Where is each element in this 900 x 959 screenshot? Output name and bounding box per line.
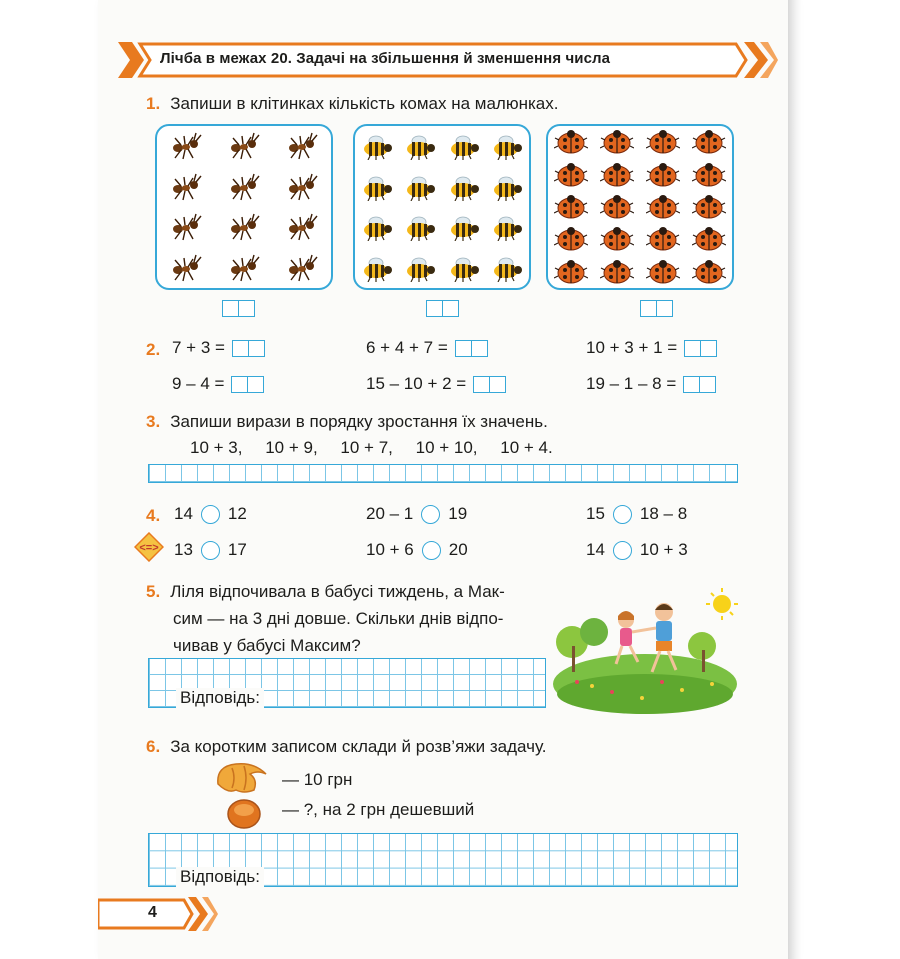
ant-icon — [285, 254, 319, 282]
bee-icon — [360, 213, 394, 241]
compare-circle[interactable] — [421, 505, 440, 524]
task-text: За коротким записом склади й розв’яжи задачу. — [170, 737, 547, 756]
bee-icon — [360, 173, 394, 201]
short-note-line-2: — ?, на 2 грн дешевший — [282, 800, 475, 819]
ladybug-icon — [554, 161, 588, 189]
task-5: 5. Ліля відпочивала в бабусі тиждень, а Мак- сим — на 3 дні довше. Скільки днів відпо- чивав у бабусі Максим? — [146, 582, 505, 655]
comparison-4: 13 17 — [174, 540, 247, 559]
bee-icon — [447, 213, 481, 241]
ladybug-icon — [646, 258, 680, 286]
comparison-1: 14 12 — [174, 504, 247, 523]
expression: 10 + 4. — [500, 438, 553, 457]
ant-icon — [227, 254, 261, 282]
bee-icon — [360, 254, 394, 282]
answer-grid-row[interactable] — [148, 464, 738, 483]
bee-icon — [447, 254, 481, 282]
ladybug-icon — [600, 258, 634, 286]
short-note-line-1: — 10 грн — [282, 770, 353, 789]
bee-icon — [447, 173, 481, 201]
expression-4: 9 – 4 = — [172, 374, 264, 394]
answer-cells-ants[interactable] — [222, 300, 255, 317]
ladybug-icon — [600, 161, 634, 189]
answer-label: Відповідь: — [176, 688, 264, 708]
ladybug-icon — [692, 128, 726, 156]
ant-icon — [169, 132, 203, 160]
page-title: Лічба в межах 20. Задачі на збільшення й зменшення числа — [160, 50, 611, 67]
ant-icon — [227, 132, 261, 160]
svg-text:<=>: <=> — [139, 542, 159, 554]
task-number: 1. — [146, 94, 161, 113]
ladybug-icon — [554, 258, 588, 286]
croissant-icon — [214, 760, 270, 796]
compare-sign-icon — [134, 532, 164, 562]
expressions-list — [190, 438, 571, 458]
expression: 10 + 3, — [190, 438, 243, 457]
expression: 10 + 10, — [415, 438, 478, 457]
expression-3: 10 + 3 + 1 = — [586, 338, 717, 358]
expression-5: 15 – 10 + 2 = — [366, 374, 506, 394]
bee-icon — [490, 173, 524, 201]
ladybug-icon — [554, 225, 588, 253]
task-3: 3. Запиши вирази в порядку зростання їх значень. — [146, 412, 548, 431]
ant-icon — [227, 173, 261, 201]
bee-icon — [490, 254, 524, 282]
ladybug-icon — [600, 128, 634, 156]
ant-icon — [169, 254, 203, 282]
task-text: Запиши вирази в порядку зростання їх значень. — [170, 412, 548, 431]
ladybug-icon — [692, 193, 726, 221]
compare-circle[interactable] — [613, 505, 632, 524]
ladybug-icon — [554, 128, 588, 156]
task-2-number: 2. — [146, 340, 161, 359]
children-running-illustration — [552, 586, 738, 714]
compare-circle[interactable] — [613, 541, 632, 560]
ladybug-icon — [554, 193, 588, 221]
page-number-banner — [98, 897, 218, 931]
ladybug-icon — [692, 225, 726, 253]
bee-icon — [403, 213, 437, 241]
answer-cells[interactable] — [683, 376, 716, 393]
ladybugs-picture — [546, 124, 734, 290]
comparison-5: 10 + 6 20 — [366, 540, 468, 559]
task-6: 6. За коротким записом склади й розв’яжи задачу. — [146, 737, 547, 756]
comparison-6: 14 10 + 3 — [586, 540, 688, 559]
ladybug-icon — [646, 161, 680, 189]
task-4-number: 4. — [146, 506, 161, 525]
ant-icon — [285, 173, 319, 201]
ladybug-icon — [646, 193, 680, 221]
ant-icon — [285, 132, 319, 160]
bee-icon — [490, 213, 524, 241]
ladybug-icon — [692, 161, 726, 189]
page-number: 4 — [148, 904, 157, 921]
answer-cells-bees[interactable] — [426, 300, 459, 317]
comparison-3: 15 18 – 8 — [586, 504, 688, 523]
ants-picture — [155, 124, 333, 290]
task-text: Запиши в клітинках кількість комах на малюнках. — [170, 94, 559, 113]
answer-cells[interactable] — [684, 340, 717, 357]
expression-6: 19 – 1 – 8 = — [586, 374, 716, 394]
compare-circle[interactable] — [201, 505, 220, 524]
answer-cells[interactable] — [473, 376, 506, 393]
bee-icon — [403, 254, 437, 282]
page-edge — [788, 0, 802, 959]
answer-cells-ladybugs[interactable] — [640, 300, 673, 317]
bun-icon — [226, 796, 262, 830]
bee-icon — [403, 173, 437, 201]
ant-icon — [169, 213, 203, 241]
answer-cells[interactable] — [231, 376, 264, 393]
answer-cells[interactable] — [232, 340, 265, 357]
expression: 10 + 9, — [265, 438, 318, 457]
ladybug-icon — [646, 225, 680, 253]
task-1 — [146, 94, 558, 114]
bee-icon — [447, 132, 481, 160]
bees-picture — [353, 124, 531, 290]
expression-2: 6 + 4 + 7 = — [366, 338, 488, 358]
ant-icon — [227, 213, 261, 241]
compare-circle[interactable] — [201, 541, 220, 560]
ladybug-icon — [692, 258, 726, 286]
answer-label: Відповідь: — [176, 867, 264, 887]
ladybug-icon — [600, 225, 634, 253]
compare-circle[interactable] — [422, 541, 441, 560]
answer-cells[interactable] — [455, 340, 488, 357]
bee-icon — [490, 132, 524, 160]
ladybug-icon — [600, 193, 634, 221]
ladybug-icon — [646, 128, 680, 156]
bee-icon — [403, 132, 437, 160]
ant-icon — [169, 173, 203, 201]
expression: 10 + 7, — [340, 438, 393, 457]
comparison-2: 20 – 1 19 — [366, 504, 468, 523]
bee-icon — [360, 132, 394, 160]
ant-icon — [285, 213, 319, 241]
expression-1: 7 + 3 = — [172, 338, 265, 358]
